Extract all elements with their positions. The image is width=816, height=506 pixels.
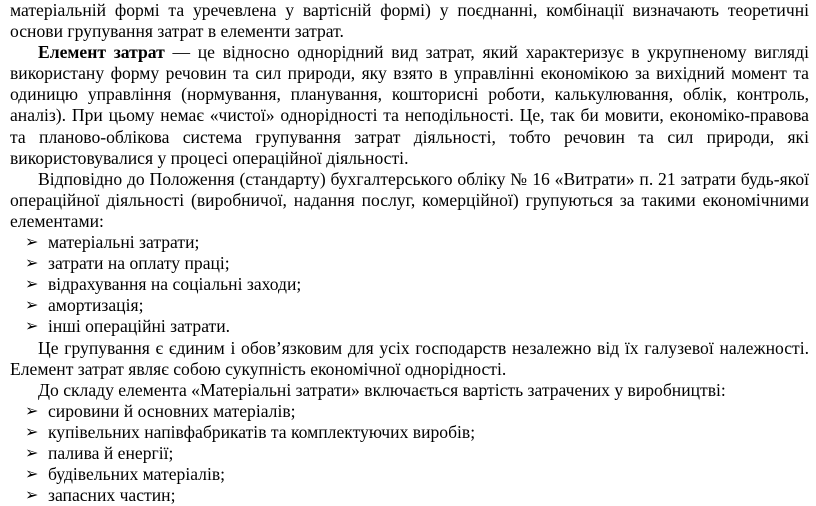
arrow-bullet-icon: ➢ <box>25 464 39 484</box>
list-item: ➢ сировини й основних матеріалів; <box>25 400 296 421</box>
list-item: ➢ затрати на оплату праці; <box>25 253 230 274</box>
arrow-bullet-icon: ➢ <box>25 316 39 336</box>
term-element-zatrat: Елемент затрат <box>38 42 165 63</box>
list-item: ➢ купівельних напівфабрикатів та комплектуючих виробів; <box>25 421 476 442</box>
arrow-bullet-icon: ➢ <box>25 485 39 505</box>
paragraph-intro: матеріальній формі та уречевлена у вартісній формі) у поєднанні, комбінації визначають теоретичні основи групування затрат в елементи затрат. <box>10 0 809 42</box>
arrow-bullet-icon: ➢ <box>25 442 39 462</box>
list-item: ➢ відрахування на соціальні заходи; <box>25 274 302 295</box>
list-economic-elements <box>10 232 809 337</box>
arrow-bullet-icon: ➢ <box>25 274 39 294</box>
paragraph-standard: Відповідно до Положення (стандарту) бухгалтерського обліку № 16 «Витрати» п. 21 затрати будь-якої операційної діяльності (виробничої, надання послуг, комерційної) групуються за такими економічними елементами: <box>10 168 809 231</box>
paragraph-definition <box>10 42 809 169</box>
list-item: ➢ запасних частин; <box>25 485 176 506</box>
arrow-bullet-icon: ➢ <box>25 400 39 420</box>
paragraph-material-costs: До складу елемента «Матеріальні затрати» включається вартість затрачених у виробництві: <box>38 379 726 400</box>
definition-text: — це відносно однорідний вид затрат, який характеризує в укрупненому вигляді використану форму речовин та сил природи, яку взято в управлінні економікою за вихідний момент та одиницю управління (нормування, планування, кошторисні роботи, калькулювання, облік, контроль, аналіз). При цьому немає «чистої» однорідності та неподільності. Це, так би мовити, економіко-правова та планово-облікова система групування затрат діяльності, тобто речовин та сил природи, які використовувалися у процесі операційної діяльності. <box>10 42 809 168</box>
arrow-bullet-icon: ➢ <box>25 253 39 273</box>
arrow-bullet-icon: ➢ <box>25 232 39 252</box>
arrow-bullet-icon: ➢ <box>25 421 39 441</box>
list-item: ➢ інші операційні затрати. <box>25 316 231 337</box>
list-material-costs <box>10 401 809 506</box>
list-item: ➢ амортизація; <box>25 295 144 316</box>
list-item: ➢ палива й енергії; <box>25 442 174 463</box>
arrow-bullet-icon: ➢ <box>25 295 39 315</box>
list-item: ➢ матеріальні затрати; <box>25 232 200 253</box>
paragraph-grouping: Це групування є єдиним і обов’язковим для усіх господарств незалежно від їх галузевої належності. Елемент затрат являє собою сукупність економічної однорідності. <box>10 337 809 379</box>
list-item: ➢ будівельних матеріалів; <box>25 464 226 485</box>
